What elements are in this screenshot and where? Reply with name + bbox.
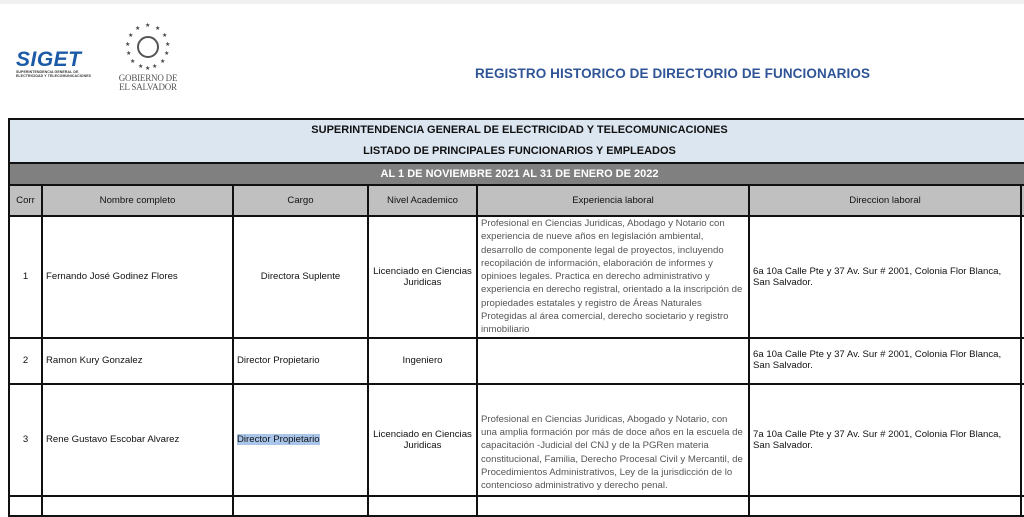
- gobierno-text-line1: GOBIERNO DE: [118, 73, 178, 83]
- cell-experiencia: Profesional en Ciencias Juridicas, Abogado y Notario, con una amplia formación por más de doce años en la escuela de capacitación -Judicial del CNJ y de la PGRen materia constitucional, Familia, Derecho Procesal Civil y Mercantil, de Procedimientos Administrativos, Ley de la jurisdicción de lo contencioso administrativo y derecho penal.: [477, 384, 749, 496]
- cell-cargo: Director Propietario: [233, 338, 368, 384]
- cell-nivel: Ingeniero: [368, 338, 477, 384]
- cell-nivel: Licenciado en Ciencias Juridicas: [368, 384, 477, 496]
- funcionarios-table: [8, 118, 1024, 517]
- col-header-nivel: Nivel Academico: [368, 185, 477, 216]
- cell-experiencia: Profesional en Ciencias Juridicas, Abodago y Notario con experiencia de nueve años en legislación ambiental, desarrollo de componente legal de proyectos, incluyendo recopilación de información, elaboración de informes y opinioes legales. Practica en derecho administrativo y experiencia en derecho registral, orientado a la inscripción de propiedades estatales y registro de Áreas Naturales Protegidas al área comercial, derecho societario y registro inmobiliario: [477, 216, 749, 338]
- cell-corr: 1: [9, 216, 42, 338]
- table-header-row: [9, 185, 1024, 216]
- table-row: [9, 384, 1024, 496]
- cell-nombre: Fernando José Godinez Flores: [42, 216, 233, 338]
- coat-of-arms-icon: ★ ★ ★ ★ ★ ★ ★ ★ ★ ★ ★ ★ ★ ★: [125, 23, 171, 72]
- cell-nombre: Rene Gustavo Escobar Alvarez: [42, 384, 233, 496]
- cell-cargo: Directora Suplente: [233, 216, 368, 338]
- col-header-direccion: Direccion laboral: [749, 185, 1021, 216]
- cell-cargo: [233, 384, 368, 496]
- cell-corr: 2: [9, 338, 42, 384]
- table-row: [9, 338, 1024, 384]
- cell-nivel: Licenciado en Ciencias Juridicas: [368, 216, 477, 338]
- col-header-experiencia: Experiencia laboral: [477, 185, 749, 216]
- gobierno-text-line2: EL SALVADOR: [119, 82, 177, 92]
- col-header-nombre: Nombre completo: [42, 185, 233, 216]
- siget-logo: [16, 50, 98, 78]
- cell-experiencia: [477, 338, 749, 384]
- table-row: [9, 216, 1024, 338]
- viewer-top-edge: [0, 0, 1024, 4]
- table-title-org: SUPERINTENDENCIA GENERAL DE ELECTRICIDAD Y TELECOMUNICACIONES: [311, 124, 728, 136]
- table-period: AL 1 DE NOVIEMBRE 2021 AL 31 DE ENERO DE 2022: [9, 163, 1024, 185]
- cell-nombre: Ramon Kury Gonzalez: [42, 338, 233, 384]
- cell-corr: 3: [9, 384, 42, 496]
- cell-direccion: 7a 10a Calle Pte y 37 Av. Sur # 2001, Colonia Flor Blanca, San Salvador.: [749, 384, 1021, 496]
- siget-logo-text: SIGET: [16, 48, 82, 71]
- selected-text[interactable]: Director Propietario: [237, 434, 320, 446]
- table-title-band: [9, 119, 1024, 163]
- col-header-corr: Corr: [9, 185, 42, 216]
- siget-logo-subtitle: SUPERINTENDENCIA GENERAL DE ELECTRICIDAD Y TELECOMUNICACIONES: [16, 70, 92, 78]
- col-header-cargo: Cargo: [233, 185, 368, 216]
- table-title-listado: LISTADO DE PRINCIPALES FUNCIONARIOS Y EMPLEADOS: [363, 145, 676, 157]
- cell-direccion: 6a 10a Calle Pte y 37 Av. Sur # 2001, Colonia Flor Blanca, San Salvador.: [749, 216, 1021, 338]
- cell-direccion: 6a 10a Calle Pte y 37 Av. Sur # 2001, Colonia Flor Blanca, San Salvador.: [749, 338, 1021, 384]
- document-title: REGISTRO HISTORICO DE DIRECTORIO DE FUNCIONARIOS: [475, 66, 871, 81]
- gobierno-logo: [112, 22, 184, 92]
- table-row-partial: [9, 496, 1024, 516]
